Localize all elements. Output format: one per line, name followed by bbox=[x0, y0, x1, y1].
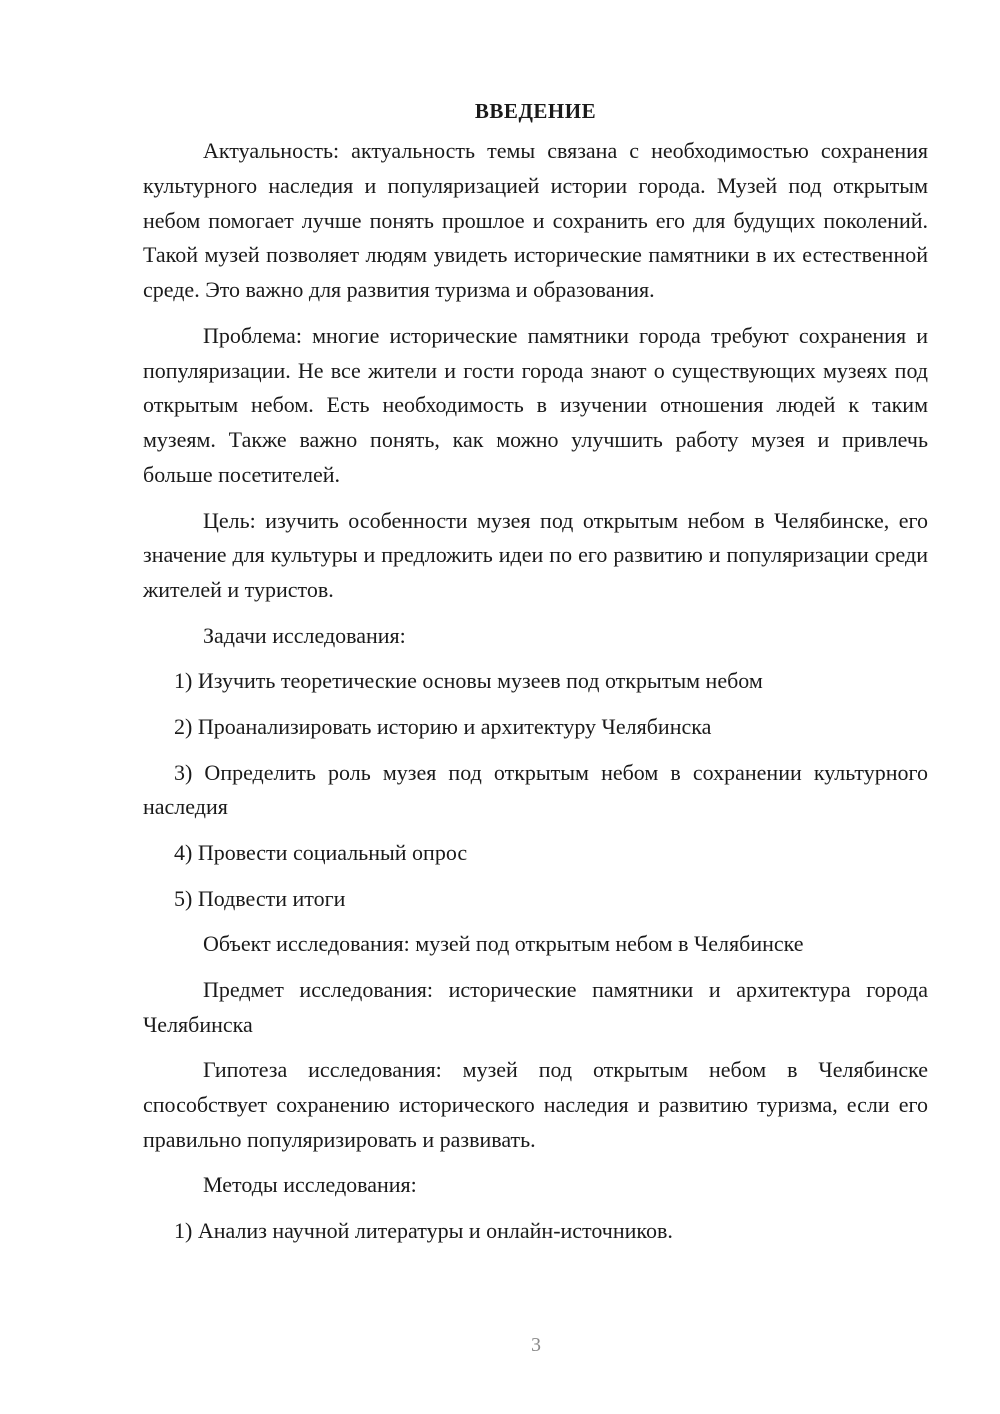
subject-paragraph: Предмет исследования: исторические памятники и архитектура города Челябинска bbox=[143, 976, 928, 1037]
object-paragraph: Объект исследования: музей под открытым небом в Челябинске bbox=[203, 931, 804, 957]
hypothesis-paragraph: Гипотеза исследования: музей под открытым небом в Челябинске способствует сохранению исторического наследия и развитию туризма, если его правильно популяризировать и развивать. bbox=[143, 1057, 928, 1152]
task-item-1: 1) Изучить теоретические основы музеев под открытым небом bbox=[174, 668, 763, 694]
page-title: ВВЕДЕНИЕ bbox=[474, 99, 597, 123]
task-item-4: 4) Провести социальный опрос bbox=[174, 839, 468, 865]
methods-heading: Методы исследования: bbox=[203, 1172, 417, 1198]
task-item-5: 5) Подвести итоги bbox=[174, 885, 346, 911]
task-item-2: 2) Проанализировать историю и архитектуру Челябинска bbox=[174, 713, 712, 739]
task-item-3: 3) Определить роль музея под открытым небом в сохранении культурного наследия bbox=[143, 759, 928, 820]
tasks-heading: Задачи исследования: bbox=[203, 622, 406, 648]
method-item-1: 1) Анализ научной литературы и онлайн-источников. bbox=[174, 1217, 673, 1243]
problem-paragraph: Проблема: многие исторические памятники города требуют сохранения и популяризации. Не все жители и гости города знают о существующих музеях под открытым небом. Есть необходимость в изучении отношения людей к таким музеям. Также важно понять, как можно улучшить работу музея и привлечь больше посетителей. bbox=[143, 322, 928, 487]
relevance-paragraph: Актуальность: актуальность темы связана с необходимостью сохранения культурного наследия и популяризацией истории города. Музей под открытым небом помогает лучше понять прошлое и сохранить его для будущих поколений. Такой музей позволяет людям увидеть исторические памятники в их естественной среде. Это важно для развития туризма и образования. bbox=[143, 138, 928, 303]
goal-paragraph: Цель: изучить особенности музея под открытым небом в Челябинске, его значение для культуры и предложить идеи по его развитию и популяризации среди жителей и туристов. bbox=[143, 507, 928, 603]
document-body bbox=[143, 96, 928, 1259]
page-number: 3 bbox=[531, 1334, 541, 1356]
